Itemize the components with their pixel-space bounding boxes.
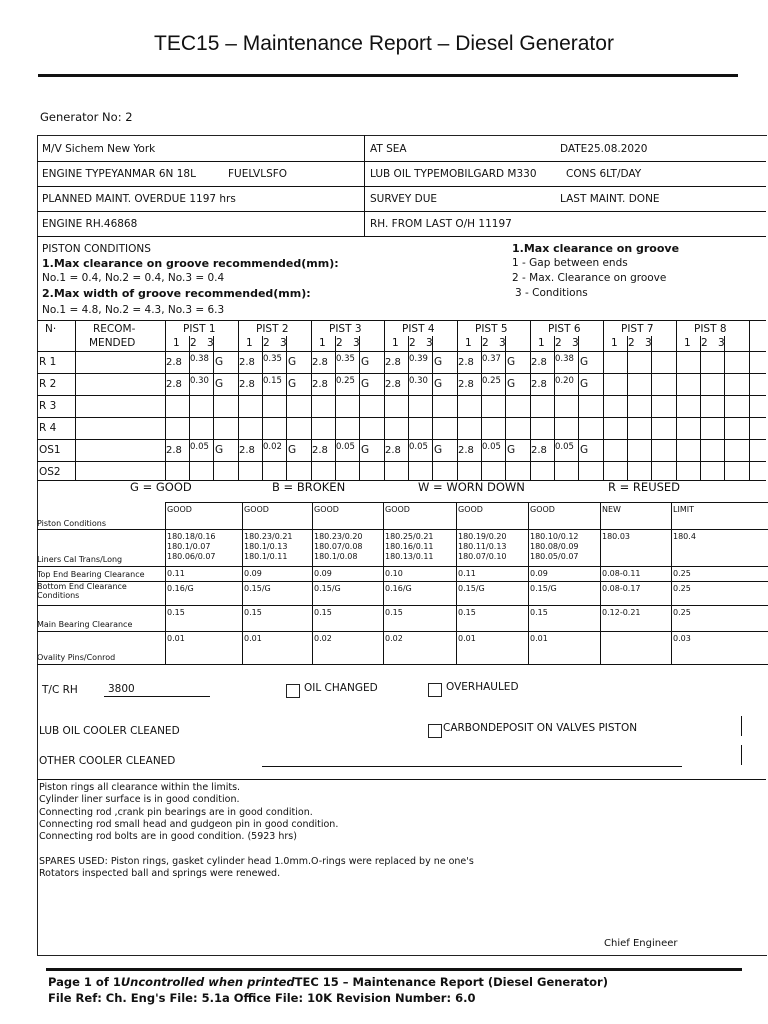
ring-gap: 2.8 [166,357,182,368]
max-width-values: No.1 = 4.8, No.2 = 4.3, No.3 = 6.3 [42,304,225,316]
table-line [600,502,601,664]
ring-condition: G [434,378,443,390]
ring-clearance: 0.38 [190,354,209,364]
table-line [383,502,384,664]
ring-condition: G [288,444,297,456]
code-worn: W = WORN DOWN [418,480,525,494]
location: AT SEA [370,143,407,155]
vessel-name: M/V Sichem New York [42,143,156,155]
ring-gap: 2.8 [458,357,474,368]
cond-row-label: Top End Bearing Clearance [37,570,145,579]
remark-line: Connecting rod small head and gudgeon pin in good condition. [39,818,339,830]
table-line [311,320,312,480]
ring-gap: 2.8 [312,357,328,368]
cond-value: 0.01 [458,634,476,643]
planned-maintenance: PLANNED MAINT. OVERDUE 1197 hrs [42,193,236,205]
table-line [432,336,433,480]
cond-value: 0.09 [244,569,262,578]
oil-consumption: CONS 6LT/DAY [566,168,642,180]
cond-value: 0.02 [385,634,403,643]
piston-header: PIST 1 [183,323,216,335]
ring-gap: 2.8 [385,445,401,456]
tc-rh-value[interactable]: 3800 [108,683,135,695]
cond-value: 180.03 [602,532,630,541]
cond-row-label: Liners Cal Trans/Long [37,555,123,564]
table-line [37,373,766,374]
sub-header: 2 [336,337,343,349]
cond-value: 180.23/0.20 [314,532,363,541]
cond-value: 0.09 [530,569,548,578]
ring-clearance: 0.30 [409,376,428,386]
cond-value: 180.19/0.20 [458,532,507,541]
cond-value: 0.01 [530,634,548,643]
signature-label: Chief Engineer [604,938,678,949]
legend-title: 1.Max clearance on groove [512,242,680,255]
ring-gap: 2.8 [531,379,547,390]
sub-header: 1 [611,337,618,349]
cond-value: 0.12-0.21 [602,608,641,617]
table-line [530,320,531,480]
cond-value: 180.25/0.21 [385,532,434,541]
cond-value: 180.07/0.08 [314,542,363,551]
table-line [457,320,458,480]
footer-doc-title: TEC 15 – Maintenance Report (Diesel Generator) [294,975,608,989]
table-line [165,502,768,503]
table-line [700,336,701,480]
cond-value: 0.11 [167,569,185,578]
cond-value: 0.09 [314,569,332,578]
row-label: OS2 [39,466,61,478]
piston-header: PIST 3 [329,323,362,335]
divider [37,161,766,162]
cond-value: 0.16/G [167,584,194,593]
cond-value: 0.15 [314,608,332,617]
cond-value: 180.06/0.07 [167,552,216,561]
sub-header: 1 [392,337,399,349]
row-label: OS1 [39,444,61,456]
ring-gap: 2.8 [385,357,401,368]
ring-condition: G [288,378,297,390]
cond-value: 0.08-0.17 [602,584,641,593]
sub-header: 3 [572,337,579,349]
ring-gap: 2.8 [531,445,547,456]
table-line [528,502,529,664]
row-label: R 4 [39,422,57,434]
table-line [165,502,166,664]
table-line [37,320,766,321]
ring-clearance: 0.05 [409,442,428,452]
ring-gap: 2.8 [312,445,328,456]
cond-value: 180.23/0.21 [244,532,293,541]
sub-header: 1 [173,337,180,349]
sub-header: 3 [499,337,506,349]
sub-header: 1 [538,337,545,349]
cond-value: 0.25 [673,584,691,593]
ring-clearance: 0.25 [482,376,501,386]
ring-clearance: 0.39 [409,354,428,364]
table-line [603,320,604,480]
cond-row-label: Piston Conditions [37,519,107,528]
cond-value: 180.16/0.11 [385,542,434,551]
cond-value: GOOD [167,505,192,514]
ring-clearance: 0.05 [336,442,355,452]
cond-row-label: Ovality Pins/Conrod [37,653,116,662]
cond-value: 0.01 [167,634,185,643]
table-line [671,502,672,664]
cond-value: NEW [602,505,621,514]
ring-clearance: 0.35 [336,354,355,364]
cond-value: 0.15/G [458,584,485,593]
cond-value: GOOD [458,505,483,514]
table-line [286,336,287,480]
table-line [37,351,766,352]
table-line [75,320,76,480]
table-line [213,336,214,480]
lub-oil-type: LUB OIL TYPEMOBILGARD M330 [370,168,537,180]
table-line [165,631,768,632]
ring-gap: 2.8 [312,379,328,390]
ring-clearance: 0.05 [482,442,501,452]
table-line [312,502,313,664]
cond-value: 180.1/0.08 [314,552,358,561]
oil-changed-checkbox[interactable] [286,680,300,699]
cond-value: 0.10 [385,569,403,578]
cond-value: 0.02 [314,634,332,643]
sub-header: 2 [263,337,270,349]
cond-value: 0.03 [673,634,691,643]
code-reused: R = REUSED [608,480,681,494]
cond-value: 0.15 [167,608,185,617]
cond-value: 180.1/0.13 [244,542,288,551]
ring-clearance: 0.25 [336,376,355,386]
max-clearance-label: 1.Max clearance on groove recommended(mm): [42,257,339,270]
footer-uncontrolled: Uncontrolled when printed [120,975,295,989]
ring-clearance: 0.05 [190,442,209,452]
ring-condition: G [434,356,443,368]
oil-changed-label: OIL CHANGED [304,682,378,694]
piston-header: PIST 7 [621,323,654,335]
cond-value: 0.15 [244,608,262,617]
piston-header: PIST 8 [694,323,727,335]
ring-condition: G [507,444,516,456]
cond-value: 0.11 [458,569,476,578]
col-no-header: N· [45,323,57,335]
table-line [37,439,766,440]
footer-rule [46,968,742,971]
ring-condition: G [580,444,589,456]
ring-condition: G [288,356,297,368]
cond-value: GOOD [385,505,410,514]
ring-condition: G [434,444,443,456]
table-line [165,566,768,567]
cond-value: 180.4 [673,532,696,541]
table-line [165,320,166,480]
piston-header: PIST 5 [475,323,508,335]
max-width-label: 2.Max width of groove recommended(mm): [42,287,311,300]
cond-row-label: Main Bearing Clearance [37,620,133,629]
cond-value: 180.13/0.11 [385,552,434,561]
row-label: R 3 [39,400,57,412]
lub-cooler-cleaned: LUB OIL COOLER CLEANED [39,725,180,737]
ring-gap: 2.8 [458,445,474,456]
piston-header: PIST 2 [256,323,289,335]
table-line [724,336,725,480]
ring-clearance: 0.15 [263,376,282,386]
table-line [676,320,677,480]
table-line [37,395,766,396]
table-line [238,320,239,480]
sub-header: 3 [718,337,725,349]
ring-gap: 2.8 [239,379,255,390]
table-line [242,502,243,664]
tc-rh-label: T/C RH [42,684,78,696]
legend-item-2: 2 - Max. Clearance on groove [512,272,667,284]
remark-line: Connecting rod bolts are in good condition. (5923 hrs) [39,831,297,843]
ring-condition: G [215,356,224,368]
cond-value: 0.15/G [530,584,557,593]
cond-value: 180.11/0.13 [458,542,507,551]
cond-value: 0.15/G [244,584,271,593]
tc-rh-underline [104,696,210,697]
overhauled-label: OVERHAULED [446,681,519,693]
page-title: TEC15 – Maintenance Report – Diesel Generator [154,32,614,55]
sub-header: 2 [701,337,708,349]
cond-value: 0.01 [244,634,262,643]
ring-condition: G [580,378,589,390]
cond-value: 180.07/0.10 [458,552,507,561]
cond-value: 180.1/0.07 [167,542,211,551]
remarks [39,782,739,880]
code-good: G = GOOD [130,480,192,494]
piston-header: PIST 6 [548,323,581,335]
sub-header: 2 [190,337,197,349]
ring-condition: G [580,356,589,368]
legend-item-3: 3 - Conditions [515,287,588,299]
cond-value: 180.1/0.11 [244,552,288,561]
conditions-table [37,502,768,664]
table-line [578,336,579,480]
sub-header: 3 [353,337,360,349]
cond-value: 180.18/0.16 [167,532,216,541]
survey-due: SURVEY DUE [370,193,438,205]
remark-line: Piston rings all clearance within the limits. [39,782,241,793]
table-line [37,461,766,462]
sub-header: 1 [246,337,253,349]
table-line [165,529,768,530]
col-recom-header: MENDED [89,337,136,349]
table-line [37,417,766,418]
table-line [165,581,768,582]
ring-gap: 2.8 [385,379,401,390]
cond-value: 0.15 [385,608,403,617]
cond-value: 0.15 [530,608,548,617]
ring-condition: G [361,356,370,368]
table-line [37,631,165,632]
col-recom-header: RECOM- [93,323,136,335]
sub-header: 2 [628,337,635,349]
ring-gap: 2.8 [239,357,255,368]
checkbox-box[interactable] [428,683,442,697]
table-line [651,336,652,480]
cond-value: 0.25 [673,608,691,617]
ring-condition: G [361,378,370,390]
sub-header: 3 [426,337,433,349]
ring-clearance: 0.30 [190,376,209,386]
table-line [384,320,385,480]
divider [364,135,365,236]
title-rule [38,74,738,77]
ring-clearance: 0.37 [482,354,501,364]
ring-gap: 2.8 [531,357,547,368]
footer-page: Page 1 of 1 [48,975,121,989]
cond-value: 0.16/G [385,584,412,593]
ring-gap: 2.8 [166,445,182,456]
sub-header: 1 [319,337,326,349]
sub-header: 1 [684,337,691,349]
remark-line [39,843,739,855]
fuel-type: FUELVLSFO [228,168,288,180]
table-line [37,664,768,665]
sub-header: 3 [280,337,287,349]
remark-line: Connecting rod ,crank pin bearings are in good condition. [39,806,313,818]
ring-gap: 2.8 [458,379,474,390]
checkbox-box[interactable] [428,724,442,738]
footer-line-1 [48,975,608,989]
divider [37,186,766,187]
sub-header: 3 [645,337,652,349]
cond-value: GOOD [314,505,339,514]
carbon-checkbox[interactable] [428,720,442,739]
remark-line: Rotators inspected ball and springs were renewed. [39,868,281,880]
divider [37,236,766,237]
ring-clearance: 0.05 [555,442,574,452]
cond-value: GOOD [244,505,269,514]
edge-mark [741,716,742,736]
code-broken: B = BROKEN [272,480,346,494]
cond-row-label: Bottom End Clearance Conditions [37,582,127,600]
carbon-deposit-label: CARBONDEPOSIT ON VALVES PISTON [443,722,638,734]
table-line [456,502,457,664]
report-date: DATE25.08.2020 [560,143,648,155]
piston-heading: PISTON CONDITIONS [42,243,151,255]
table-line [37,605,165,606]
ring-clearance: 0.35 [263,354,282,364]
table-line [359,336,360,480]
rh-from-last-overhaul: RH. FROM LAST O/H 11197 [370,218,512,230]
edge-mark [741,745,742,765]
other-cooler-line [262,766,682,767]
sub-header: 2 [555,337,562,349]
table-line [627,336,628,480]
ring-condition: G [507,356,516,368]
piston-header: PIST 4 [402,323,435,335]
divider [37,779,766,780]
table-line [505,336,506,480]
ring-gap: 2.8 [239,445,255,456]
row-label: R 1 [39,356,57,368]
table-line [37,566,165,567]
sub-header: 2 [409,337,416,349]
table-line [165,605,768,606]
table-line [37,529,165,530]
ring-condition: G [215,444,224,456]
ring-gap: 2.8 [166,379,182,390]
cond-value: 0.15/G [314,584,341,593]
ring-clearance: 0.20 [555,376,574,386]
sub-header: 3 [207,337,214,349]
sub-header: 1 [465,337,472,349]
cond-value: 180.05/0.07 [530,552,579,561]
checkbox-box[interactable] [286,684,300,698]
last-maint-done: LAST MAINT. DONE [560,193,660,205]
legend-item-1: 1 - Gap between ends [512,257,628,269]
cond-value: 180.10/0.12 [530,532,579,541]
cond-value: 0.25 [673,569,691,578]
engine-type: ENGINE TYPEYANMAR 6N 18L [42,168,196,180]
cond-value: 0.15 [458,608,476,617]
remark-line: SPARES USED: Piston rings, gasket cylinder head 1.0mm.O-rings were replaced by ne one's [39,855,474,867]
overhauled-checkbox[interactable] [428,679,442,698]
cond-value: 0.08-0.11 [602,569,641,578]
engine-running-hours: ENGINE RH.46868 [42,218,138,230]
generator-no: Generator No: 2 [40,110,133,124]
ring-condition: G [507,378,516,390]
ring-condition: G [361,444,370,456]
ring-clearance: 0.02 [263,442,282,452]
other-cooler-cleaned: OTHER COOLER CLEANED [39,755,176,767]
ring-table [37,320,766,480]
cond-value: 180.08/0.09 [530,542,579,551]
cond-value: LIMIT [673,505,694,514]
cond-value: GOOD [530,505,555,514]
remark-line: Cylinder liner surface is in good condition. [39,794,240,806]
table-line [749,320,750,480]
sub-header: 2 [482,337,489,349]
row-label: R 2 [39,378,57,390]
divider [37,211,766,212]
footer-line-2: File Ref: Ch. Eng's File: 5.1a Office File: 10K Revision Number: 6.0 [48,991,476,1005]
max-clearance-values: No.1 = 0.4, No.2 = 0.4, No.3 = 0.4 [42,272,225,284]
ring-clearance: 0.38 [555,354,574,364]
ring-condition: G [215,378,224,390]
